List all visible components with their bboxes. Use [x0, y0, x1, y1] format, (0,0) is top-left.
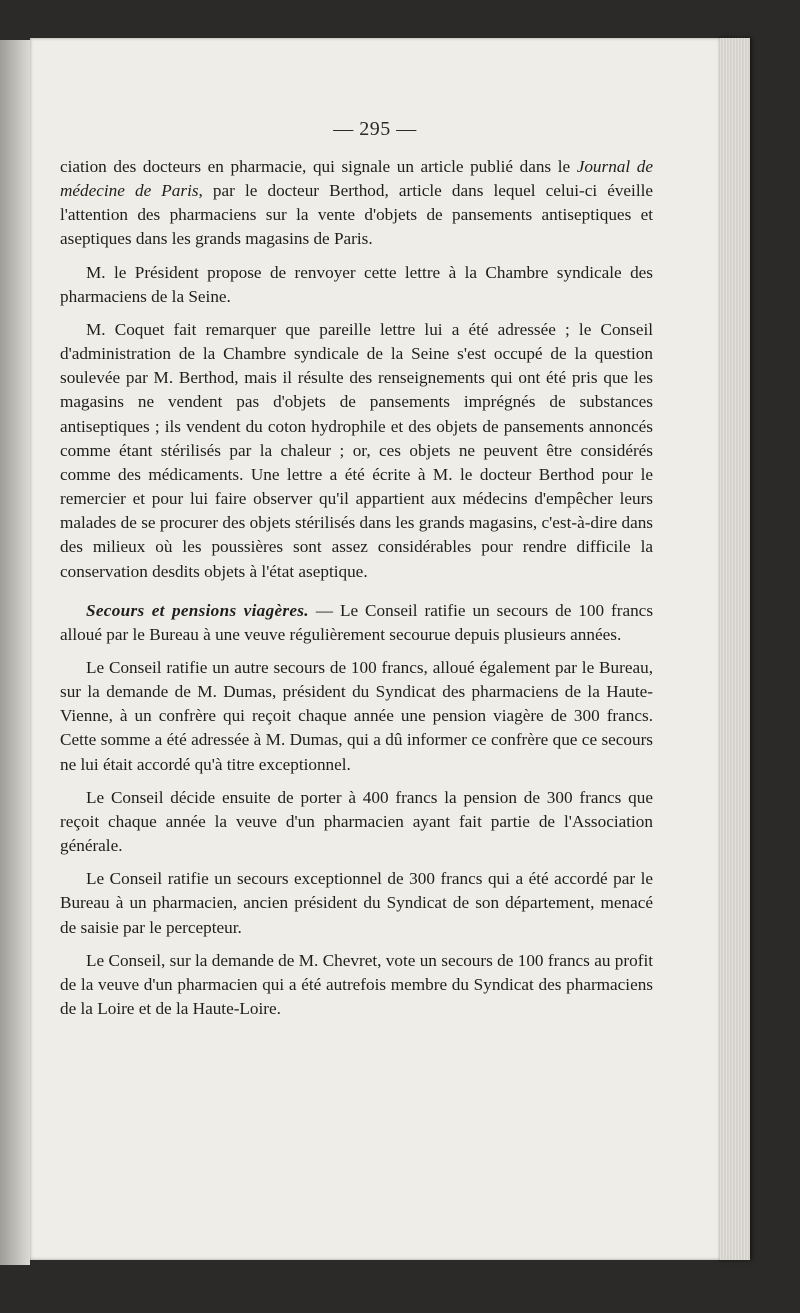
section-heading: Secours et pensions viagères. [86, 600, 309, 620]
paragraph-7: Le Conseil ratifie un secours exceptionnel de 300 francs qui a été accordé par le Bureau à un pharmacien, ancien président du Syndicat de son département, menacé de saisie par le percepteur. [60, 869, 653, 937]
page-stack-edge [716, 38, 750, 1260]
paragraph-1-end: , par le docteur Berthod, article dans lequel celui-ci éveille l'attention des pharmaciens sur la vente d'objets de pansements antiseptiques et aseptiques dans les grands magasins de Paris. [60, 181, 654, 249]
paragraph-3: M. Coquet fait remarquer que pareille lettre lui a été adressée ; le Conseil d'administration de la Chambre syndicale de la Seine s'est occupé de la question soulevée par M. Berthod, mais il résulte des renseignements qui ont été pris que les magasins ne vendent pas d'objets de pansements imprégnés de substances antiseptiques ; ils vendent du coton hydrophile et des objets de pansements annoncés comme étant stérilisés par la chaleur ; or, ces objets ne peuvent être considérés comme des médicaments. Une lettre a été écrite à M. le docteur Berthod pour le remercier et pour lui faire observer qu'il appartient aux médecins d'empêcher leurs malades de se procurer des objets stérilisés dans les grands magasins, c'est-à-dire dans des milieux où les poussières sont assez considérables pour rendre difficile la conservation desdits objets à l'état aseptique. [60, 319, 653, 581]
paragraph-5: Le Conseil ratifie un autre secours de 100 francs, alloué également par le Bureau, sur la demande de M. Dumas, président du Syndicat des pharmaciens de la Haute-Vienne, à un confrère qui reçoit chaque année une pension viagère de 300 francs. Cette somme a été adressée à M. Dumas, qui a dû informer ce confrère que ce secours ne lui était accordé qu'à titre exceptionnel. [60, 657, 653, 774]
paragraph-8: Le Conseil, sur la demande de M. Chevret, vote un secours de 100 francs au profit de la veuve d'un pharmacien qui a été autrefois membre du Syndicat des pharmaciens de la Loire et de la Haute-Loire. [60, 950, 653, 1018]
paragraph-1 [60, 155, 653, 252]
page-number: — 295 — [333, 118, 417, 140]
book-page [30, 38, 720, 1260]
body-text [60, 155, 653, 1030]
paragraph-6: Le Conseil décide ensuite de porter à 400 francs la pension de 300 francs que reçoit chaque année la veuve d'un pharmacien ayant fait partie de l'Association générale. [60, 787, 653, 856]
paragraph-2: M. le Président propose de renvoyer cette lettre à la Chambre syndicale des pharmaciens de la Seine. [60, 262, 653, 306]
journal-title: Journal de médecine de Paris [60, 157, 653, 201]
paragraph-4-text: — Le Conseil ratifie un secours de 100 francs alloué par le Bureau à une veuve régulièrement secourue depuis plusieurs années. [60, 600, 654, 644]
facing-page-edge [0, 40, 30, 1265]
paragraph-4 [60, 599, 653, 647]
paragraph-1-start: ciation des docteurs en pharmacie, qui signale un article publié dans le [60, 157, 577, 176]
